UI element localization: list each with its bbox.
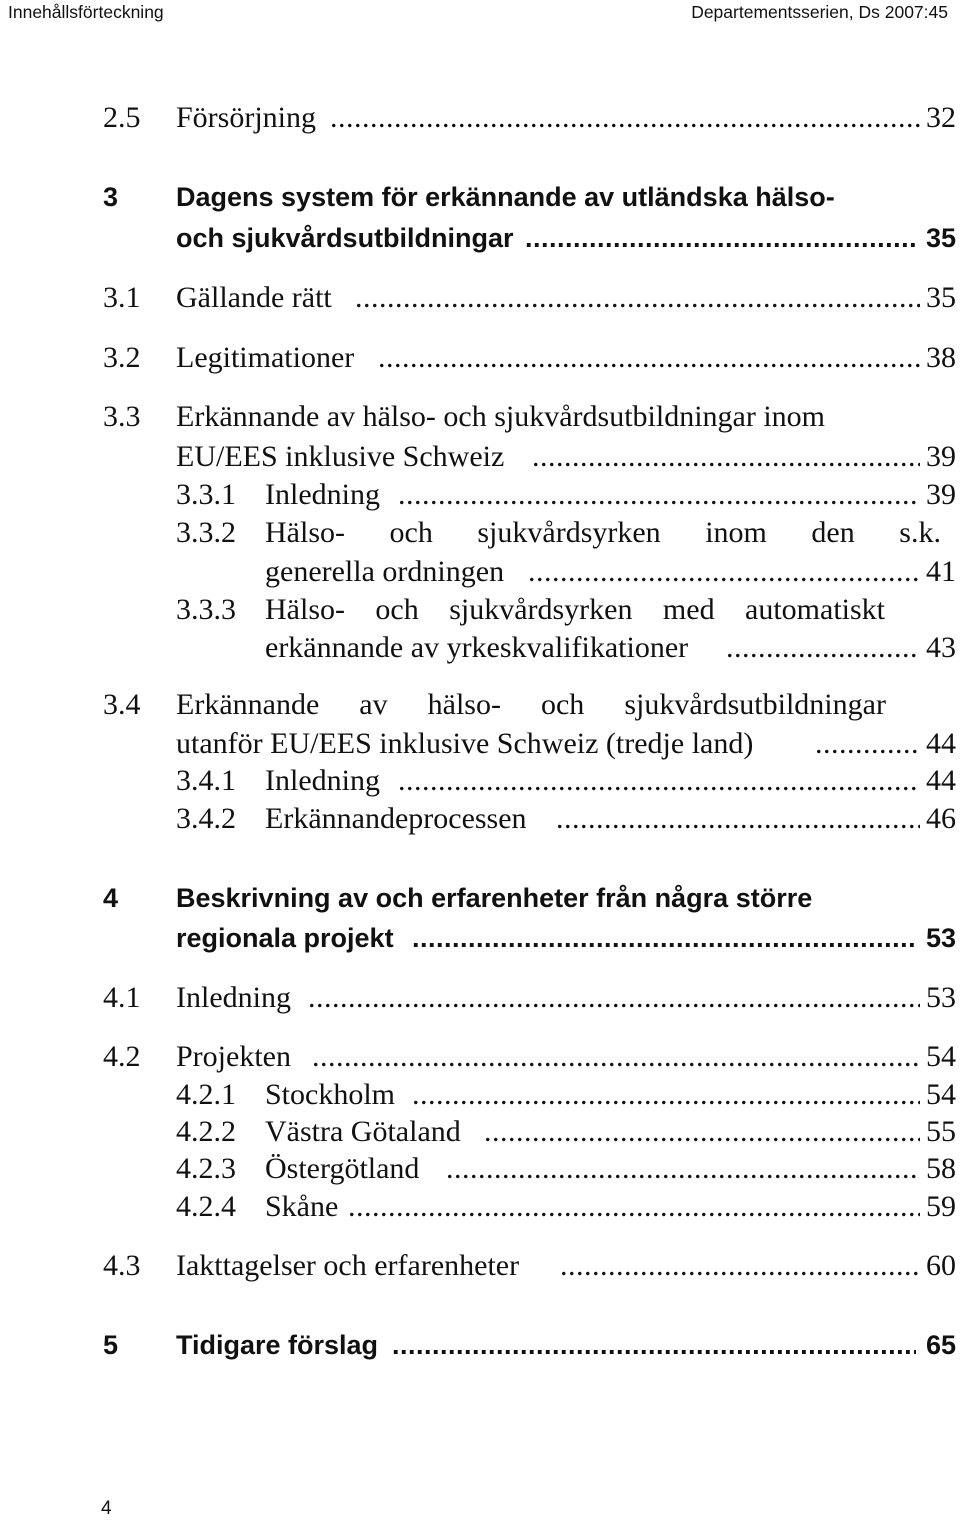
toc-page: 43 <box>926 631 956 664</box>
toc-leader <box>446 1149 920 1189</box>
toc-word: av <box>359 688 388 721</box>
toc-leader <box>392 1325 916 1365</box>
toc-title: Tidigare förslag <box>176 1330 379 1360</box>
toc-leader <box>412 918 916 958</box>
toc-title: Erkännandeprocessen <box>265 802 527 835</box>
toc-chapter-3-line2[interactable] <box>0 218 960 258</box>
toc-page: 32 <box>926 101 956 134</box>
toc-entry-3-2[interactable] <box>0 338 960 378</box>
toc-leader <box>398 761 920 801</box>
toc-page: 44 <box>926 764 956 797</box>
toc-number: 4.2.2 <box>176 1115 236 1148</box>
toc-title-continued: generella ordningen <box>265 555 505 588</box>
toc-title: Stockholm <box>265 1078 396 1111</box>
toc-title-continued: erkännande av yrkeskvalifikationer <box>265 631 689 664</box>
toc-leader <box>528 552 920 592</box>
toc-entry-3-4-1[interactable] <box>0 761 960 801</box>
toc-title: Inledning <box>265 764 380 797</box>
toc-title: Iakttagelser och erfarenheter <box>176 1249 520 1282</box>
page-number: 4 <box>101 1498 112 1519</box>
toc-page: 46 <box>926 802 956 835</box>
toc-title: Projekten <box>176 1040 291 1073</box>
toc-word: Hälso- <box>265 516 345 549</box>
toc-leader <box>348 1187 920 1227</box>
toc-number: 3.3.2 <box>176 516 236 549</box>
toc-page: 39 <box>926 478 956 511</box>
toc-word: sjukvårdsutbildningar <box>624 688 886 721</box>
toc-entry-4-1[interactable] <box>0 978 960 1018</box>
toc-title: Dagens system för erkännande av utländska hälso- <box>176 182 835 212</box>
toc-number: 4.2 <box>103 1040 141 1073</box>
toc-entry-2-5[interactable] <box>0 98 960 138</box>
toc-title: Västra Götaland <box>265 1115 461 1148</box>
toc-number: 3.3 <box>103 400 141 433</box>
toc-page: 60 <box>926 1249 956 1282</box>
toc-page: 54 <box>926 1040 956 1073</box>
toc-entry-3-4-2[interactable] <box>0 799 960 839</box>
toc-title-continued: EU/EES inklusive Schweiz <box>176 440 505 473</box>
toc-entry-4-2[interactable] <box>0 1037 960 1077</box>
toc-number: 3 <box>103 182 119 212</box>
toc-number: 4.3 <box>103 1249 141 1282</box>
toc-number: 3.4 <box>103 688 141 721</box>
toc-page: 54 <box>926 1078 956 1111</box>
toc-entry-4-2-4[interactable] <box>0 1187 960 1227</box>
toc-number: 3.3.1 <box>176 478 236 511</box>
running-header-right: Departementsserien, Ds 2007:45 <box>691 2 948 22</box>
toc-entry-3-3-3-line1[interactable] <box>0 590 960 630</box>
toc-number: 3.4.1 <box>176 764 236 797</box>
toc-leader <box>525 218 916 258</box>
toc-number: 4.2.3 <box>176 1152 236 1185</box>
toc-word: och <box>375 593 419 626</box>
toc-page: 53 <box>925 923 956 953</box>
toc-title-continued: och sjukvårdsutbildningar <box>176 223 514 253</box>
toc-page: 58 <box>926 1152 956 1185</box>
toc-title-justified <box>265 590 885 630</box>
toc-number: 4.2.1 <box>176 1078 236 1111</box>
toc-word: inom <box>705 516 767 549</box>
toc-word: hälso- <box>427 688 501 721</box>
toc-page: 53 <box>926 981 956 1014</box>
toc-word: sjukvårdsyrken <box>477 516 661 549</box>
toc-word: med <box>662 593 715 626</box>
toc-word: den <box>811 516 855 549</box>
toc-page: 35 <box>925 223 956 253</box>
toc-chapter-5[interactable] <box>0 1325 960 1365</box>
toc-leader <box>355 278 920 318</box>
toc-entry-4-3[interactable] <box>0 1246 960 1286</box>
toc-leader <box>378 338 920 378</box>
toc-entry-3-3-3-line2[interactable] <box>0 628 960 668</box>
toc-chapter-4-line1[interactable] <box>0 878 960 918</box>
toc-title-continued: utanför EU/EES inklusive Schweiz (tredje land) <box>176 727 754 760</box>
toc-leader <box>815 724 920 764</box>
toc-page: 38 <box>926 341 956 374</box>
toc-entry-4-2-2[interactable] <box>0 1112 960 1152</box>
toc-word: s.k. <box>899 516 941 549</box>
running-header-left: Innehållsförteckning <box>8 2 164 22</box>
toc-title: Inledning <box>265 478 380 511</box>
toc-entry-3-3-1[interactable] <box>0 475 960 515</box>
toc-entry-4-2-1[interactable] <box>0 1075 960 1115</box>
toc-number: 4.1 <box>103 981 141 1014</box>
toc-number: 4.2.4 <box>176 1190 236 1223</box>
toc-title: Östergötland <box>265 1152 420 1185</box>
toc-title-justified <box>176 685 886 725</box>
toc-title: Erkännande av hälso- och sjukvårdsutbildningar inom <box>176 400 826 433</box>
toc-chapter-3-line1[interactable] <box>0 177 960 217</box>
toc-title: Gällande rätt <box>176 281 332 314</box>
toc-leader <box>532 437 920 477</box>
toc-word: Erkännande <box>176 688 320 721</box>
toc-title-continued: regionala projekt <box>176 923 394 953</box>
toc-page: 65 <box>925 1330 956 1360</box>
toc-leader <box>556 799 920 839</box>
toc-leader <box>398 475 920 515</box>
toc-leader <box>312 1037 920 1077</box>
toc-entry-3-3-2-line2[interactable] <box>0 552 960 592</box>
toc-leader <box>726 628 920 668</box>
toc-word: Hälso- <box>265 593 345 626</box>
toc-page: 39 <box>926 440 956 473</box>
toc-entry-3-4-line2[interactable] <box>0 724 960 764</box>
toc-word: automatiskt <box>745 593 885 626</box>
toc-entry-3-4-line1[interactable] <box>0 685 960 725</box>
toc-leader <box>412 1075 920 1115</box>
toc-entry-3-3-line2[interactable] <box>0 437 960 477</box>
toc-page: 59 <box>926 1190 956 1223</box>
toc-entry-3-3-line1[interactable] <box>0 397 960 437</box>
toc-title: Beskrivning av och erfarenheter från några större <box>176 883 813 913</box>
toc-number: 3.1 <box>103 281 141 314</box>
toc-page: 35 <box>926 281 956 314</box>
toc-entry-3-3-2-line1[interactable] <box>0 513 960 553</box>
toc-word: sjukvårdsyrken <box>449 593 633 626</box>
toc-page: 44 <box>926 727 956 760</box>
toc-number: 2.5 <box>103 101 141 134</box>
toc-leader <box>308 978 920 1018</box>
toc-number: 3.4.2 <box>176 802 236 835</box>
toc-number: 3.2 <box>103 341 141 374</box>
toc-chapter-4-line2[interactable] <box>0 918 960 958</box>
toc-page: 41 <box>926 555 956 588</box>
toc-number: 3.3.3 <box>176 593 236 626</box>
toc-word: och <box>389 516 433 549</box>
toc-title-justified <box>265 513 941 553</box>
toc-number: 4 <box>103 883 119 913</box>
toc-leader <box>560 1246 920 1286</box>
toc-title: Inledning <box>176 981 291 1014</box>
toc-title: Legitimationer <box>176 341 355 374</box>
toc-entry-4-2-3[interactable] <box>0 1149 960 1189</box>
toc-leader <box>330 98 920 138</box>
toc-page: 55 <box>926 1115 956 1148</box>
toc-title: Skåne <box>265 1190 339 1223</box>
toc-leader <box>484 1112 920 1152</box>
toc-word: och <box>540 688 585 721</box>
toc-title: Försörjning <box>176 101 317 134</box>
toc-number: 5 <box>103 1330 119 1360</box>
toc-entry-3-1[interactable] <box>0 278 960 318</box>
